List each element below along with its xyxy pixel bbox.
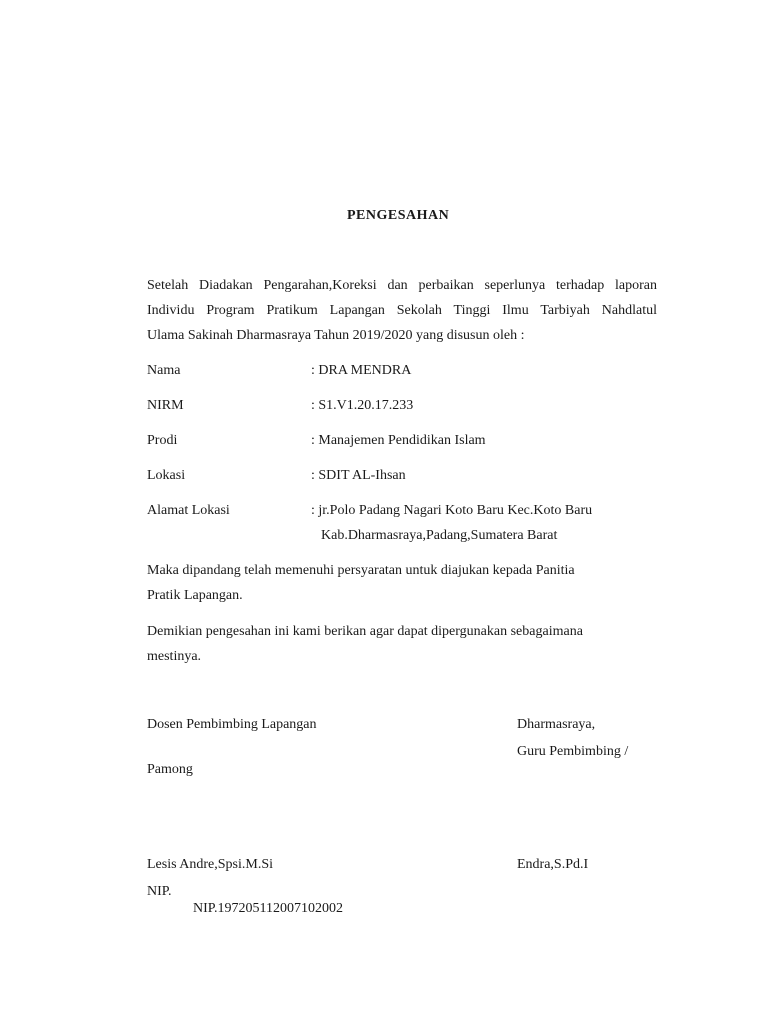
field-value-alamat-lokasi: : jr.Polo Padang Nagari Koto Baru Kec.Koto Baru xyxy=(311,503,593,518)
signature-right-place: Dharmasraya, xyxy=(517,717,596,732)
signature-right-name: Endra,S.Pd.I xyxy=(517,857,589,872)
field-value-lokasi: : SDIT AL-Ihsan xyxy=(311,468,406,483)
field-label-alamat-lokasi: Alamat Lokasi xyxy=(147,503,230,518)
page-title: PENGESAHAN xyxy=(347,208,450,223)
field-label-nama: Nama xyxy=(147,363,181,378)
field-label-prodi: Prodi xyxy=(147,433,178,448)
para3-line-2: mestinya. xyxy=(147,649,202,664)
field-value-nirm: : S1.V1.20.17.233 xyxy=(311,398,414,413)
signature-right-title: Guru Pembimbing / xyxy=(517,744,629,759)
intro-line-3: Ulama Sakinah Dharmasraya Tahun 2019/2020 yang disusun oleh : xyxy=(147,328,525,343)
signature-left-name: Lesis Andre,Spsi.M.Si xyxy=(147,857,274,872)
field-value-alamat-lokasi-cont: Kab.Dharmasraya,Padang,Sumatera Barat xyxy=(321,528,558,543)
field-value-prodi: : Manajemen Pendidikan Islam xyxy=(311,433,486,448)
field-label-nirm: NIRM xyxy=(147,398,184,413)
field-label-lokasi: Lokasi xyxy=(147,468,186,483)
para3-line-1: Demikian pengesahan ini kami berikan agar dapat dipergunakan sebagaimana xyxy=(147,624,583,639)
signature-nip-number: NIP.197205112007102002 xyxy=(193,901,343,916)
signature-left-title: Dosen Pembimbing Lapangan xyxy=(147,717,317,732)
signature-left-nip: NIP. xyxy=(147,884,172,899)
para2-line-1: Maka dipandang telah memenuhi persyaratan untuk diajukan kepada Panitia xyxy=(147,563,575,578)
intro-line-1: Setelah Diadakan Pengarahan,Koreksi dan perbaikan seperlunya terhadap laporan xyxy=(147,278,657,293)
para2-line-2: Pratik Lapangan. xyxy=(147,588,243,603)
field-value-nama: : DRA MENDRA xyxy=(311,363,412,378)
intro-line-2: Individu Program Pratikum Lapangan Sekolah Tinggi Ilmu Tarbiyah Nahdlatul xyxy=(147,303,657,318)
signature-pamong: Pamong xyxy=(147,762,193,777)
